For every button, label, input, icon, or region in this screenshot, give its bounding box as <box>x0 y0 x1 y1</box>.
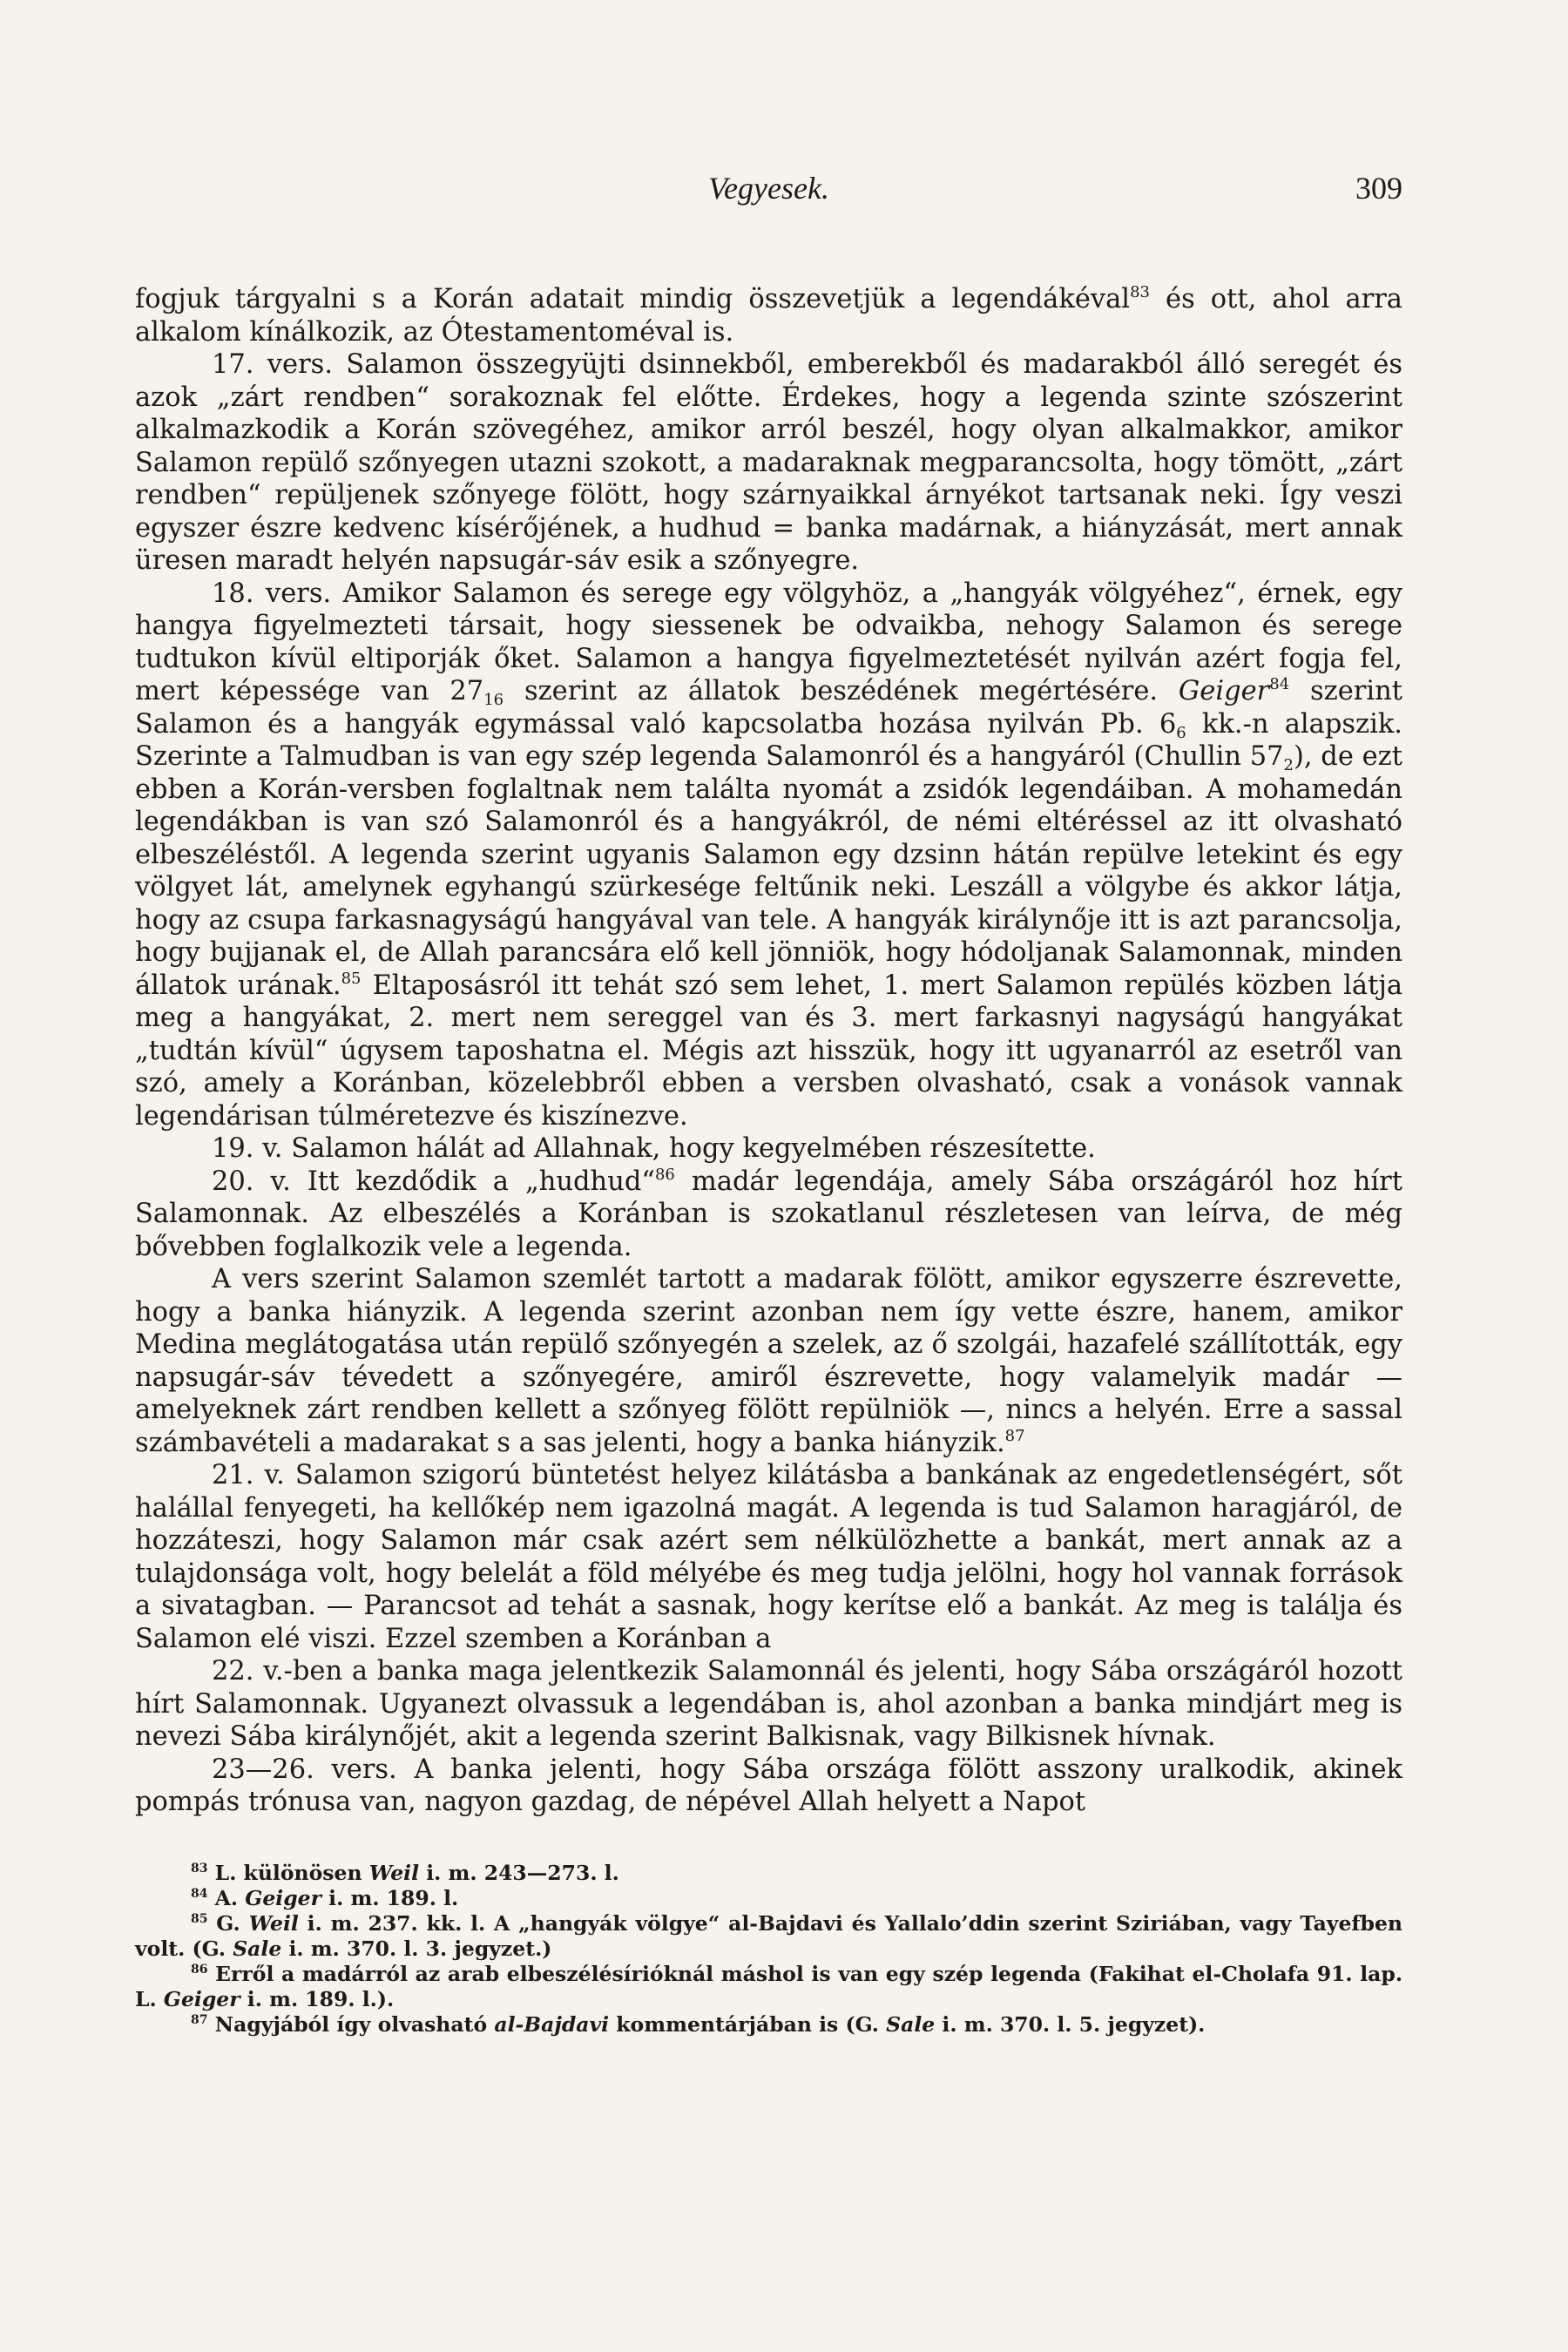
paragraph-verse-20: 20. v. Itt kezdődik a „hudhud“$^{86}$ madár legendája, amely Sába országáról hoz hírt Salamonnak. Az elbeszélés a Koránban is szokatlanul részletesen van leírva, de még bővebben foglalkozik vele a legenda. <box>135 1165 1403 1262</box>
footnote-86: $^{86}$ Erről a madárról az arab elbeszélésírióknál máshol is van egy szép legenda (Fakihat el-Cholafa 91. lap. L. Geiger i. m. 189. l.). <box>135 1961 1402 2011</box>
paragraph-verse-23-26: 23—26. vers. A banka jelenti, hogy Sába országa fölött asszony uralkodik, akinek pompás trónusa van, nagyon gazdag, de népével Allah helyett a Napot <box>135 1754 1402 1817</box>
footnote-84: $^{84}$ A. Geiger i. m. 189. l. <box>191 1885 459 1910</box>
footnote-87: $^{87}$ Nagyjából így olvasható al-Bajdavi kommentárjában is (G. Sale i. m. 370. l. 5. jegyzet). <box>191 2011 1206 2037</box>
main-text <box>135 283 1402 1819</box>
paragraph-verse-18: 18. vers. Amikor Salamon és serege egy völgyhöz, a „hangyák völgyéhez“, érnek, egy hangya figyelmezteti társait, hogy siessenek be odvaikba, nehogy Salamon és serege tudtukon kívül eltiporják őket. Salamon a hangya figyelmeztetését nyilván azért fogja fel, mert képessége van $27_{16}$ szerint az állatok beszédének megértésére. Geiger$^{84}$ szerint Salamon és a hangyák egymással való kapcsolatba hozása nyilván Pb. $6_6$ kk.-n alapszik. Szerinte a Talmudban is van egy szép legenda Salamonról és a hangyáról (Chullin $57_2$), de ezt ebben a Korán-versben foglaltnak nem találta nyomát a zsidók legendáiban. A mohamedán legendákban is van szó Salamonról és a hangyákról, de némi eltéréssel az itt olvasható elbeszéléstől. A legenda szerint ugyanis Salamon egy dzsinn hátán repülve letekint és egy völgyet lát, amelynek egyhangú szürkesége feltűnik neki. Leszáll a völgybe és akkor látja, hogy az csupa farkasnagyságú hangyával van tele. A hangyák királynője itt is azt parancsolja, hogy bujjanak el, de Allah parancsára elő kell jönniök, hogy hódoljanak Salamonnak, minden állatok urának.$^{85}$ Eltaposásról itt tehát szó sem lehet, 1. mert Salamon repülés közben látja meg a hangyákat, 2. mert nem sereggel van és 3. mert farkasnyi nagyságú hangyákat „tudtán kívül“ úgysem taposhatna el. Mégis azt hisszük, hogy itt ugyanarról az esetről van szó, amely a Koránban, közelebbről ebben a versben olvasható, csak a vonások vannak legendárisan túlméretezve és kiszínezve. <box>135 578 1403 1132</box>
footnote-85: $^{85}$ G. Weil i. m. 237. kk. l. A „hangyák völgye“ al-Bajdavi és Yallalo’ddin szerint Sziriában, vagy Tayefben volt. (G. Sale i. m. 370. l. 3. jegyzet.) <box>135 1910 1402 1961</box>
paragraph-verse-17: 17. vers. Salamon összegyüjti dsinnekből, emberekből és madarakból álló seregét és azok „zárt rendben“ sorakoznak fel előtte. Érdekes, hogy a legenda szinte szószerint alkalmazkodik a Korán szövegéhez, amikor arról beszél, hogy olyan alkalmakkor, amikor Salamon repülő szőnyegen utazni szokott, a madaraknak megparancsolta, hogy tömött, „zárt rendben“ repüljenek szőnyege fölött, hogy szárnyaikkal árnyékot tartsanak neki. Így veszi egyszer észre kedvenc kísérőjének, a hudhud = banka madárnak, a hiányzását, mert annak üresen maradt helyén napsugár-sáv esik a szőnyegre. <box>135 349 1402 576</box>
footnote-ref-87: 87 <box>1004 1426 1025 1445</box>
page-number: 309 <box>1355 171 1402 206</box>
footnote-ref-84: 84 <box>1269 675 1290 693</box>
running-head <box>135 170 1402 213</box>
running-title: Vegyesek. <box>708 171 829 206</box>
footnote-83: $^{83}$ L. különösen Weil i. m. 243—273. l. <box>191 1860 619 1885</box>
footnotes <box>135 1861 1402 2038</box>
footnote-ref-83: 83 <box>1130 283 1150 301</box>
book-page <box>135 170 1402 2038</box>
paragraph-verse-19: 19. v. Salamon hálát ad Allahnak, hogy kegyelmében részesítette. <box>212 1133 1096 1164</box>
footnote-ref-85: 85 <box>341 969 362 988</box>
paragraph-verse-21: 21. v. Salamon szigorú büntetést helyez kilátásba a bankának az engedetlenségért, sőt halállal fenyegeti, ha kellőkép nem igazolná magát. A legenda is tud Salamon haragjáról, de hozzáteszi, hogy Salamon már csak azért sem nélkülözhette a bankát, mert annak az a tulajdonsága volt, hogy belelát a föld mélyébe és meg tudja jelölni, hogy hol vannak források a sivatagban. — Parancsot ad tehát a sasnak, hogy kerítse elő a bankát. Az meg is találja és Salamon elé viszi. Ezzel szemben a Koránban a <box>135 1460 1402 1654</box>
paragraph-1: fogjuk tárgyalni s a Korán adatait mindig összevetjük a legendákéval$^{83}$ és ott, ahol arra alkalom kínálkozik, az Ótestamentoméval is. <box>135 283 1402 348</box>
paragraph-verse-20-legend: A vers szerint Salamon szemlét tartott a madarak fölött, amikor egyszerre észrevette, hogy a banka hiányzik. A legenda szerint azonban nem így vette észre, hanem, amikor Medina meglátogatása után repülő szőnyegén a szelek, az ő szolgái, hazafelé szállították, egy napsugár-sáv tévedett a szőnyegére, amiről észrevette, hogy valamelyik madár — amelyeknek zárt rendben kellett a szőnyeg fölött repülniök —, nincs a helyén. Erre a sassal számbavételi a madarakat s a sas jelenti, hogy a banka hiányzik.$^{87}$ <box>135 1264 1402 1458</box>
footnote-ref-86: 86 <box>654 1165 675 1184</box>
paragraph-verse-22: 22. v.-ben a banka maga jelentkezik Salamonnál és jelenti, hogy Sába országáról hozott hírt Salamonnak. Ugyanezt olvassuk a legendában is, ahol azonban a banka mindjárt meg is nevezi Sába királynőjét, akit a legenda szerint Balkisnak, vagy Bilkisnek hívnak. <box>135 1656 1402 1752</box>
